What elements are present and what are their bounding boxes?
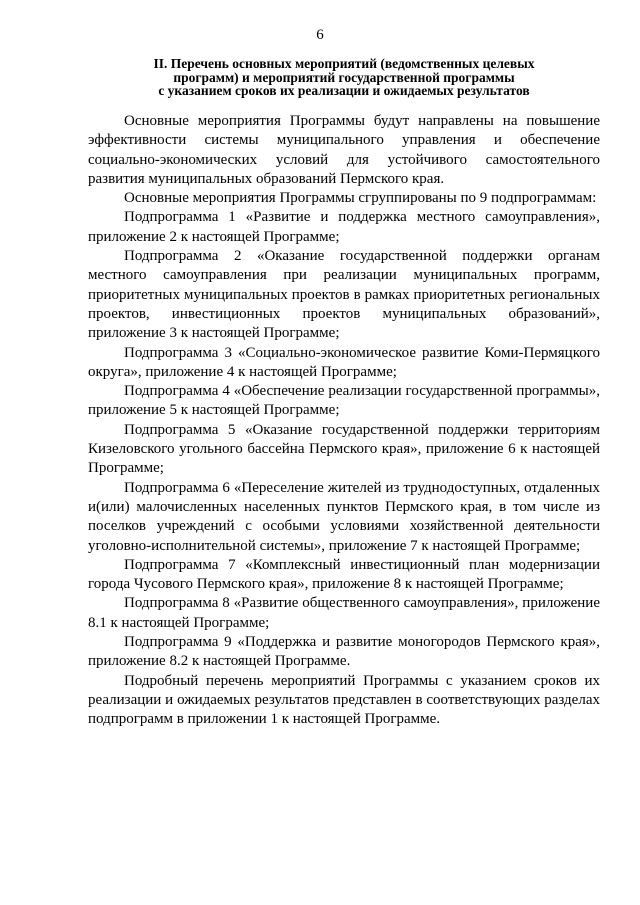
- section-heading-line: II. Перечень основных мероприятий (ведомственных целевых: [153, 56, 535, 71]
- paragraph-subprogram-5: Подпрограмма 5 «Оказание государственной поддержки территориям Кизеловского угольного бассейна Пермского края», приложение 6 к настоящей Программе;: [88, 421, 600, 477]
- section-heading-line: программ) и мероприятий государственной программы: [173, 69, 515, 85]
- section-heading-line: с указанием сроков их реализации и ожидаемых результатов: [158, 83, 530, 98]
- paragraph-subprogram-3: Подпрограмма 3 «Социально-экономическое развитие Коми-Пермяцкого округа», приложение 4 к настоящей Программе;: [88, 344, 600, 380]
- paragraph-conclusion: Подробный перечень мероприятий Программы с указанием сроков их реализации и ожидаемых результатов представлен в соответствующих разделах подпрограмм в приложении 1 к настоящей Программе.: [88, 672, 600, 728]
- paragraph-subprogram-7: Подпрограмма 7 «Комплексный инвестиционный план модернизации города Чусового Пермского края», приложение 8 к настоящей Программе;: [88, 556, 600, 593]
- paragraph-subprogram-4: Подпрограмма 4 «Обеспечение реализации государственной программы», приложение 5 к настоящей Программе;: [88, 383, 600, 419]
- paragraph-subprogram-2: Подпрограмма 2 «Оказание государственной поддержки органам местного самоуправления при реализации муниципальных программ, приоритетных муниципальных проектов в рамках приоритетных региональных проектов, инвестиционных проектов муниципальных образований», приложение 3 к настоящей Программе;: [88, 248, 600, 342]
- paragraph-grouping: Основные мероприятия Программы сгруппированы по 9 подпрограммам:: [124, 190, 597, 207]
- page-number: 6: [316, 27, 324, 43]
- paragraph-subprogram-9: Подпрограмма 9 «Поддержка и развитие моногородов Пермского края», приложение 8.2 к настоящей Программе.: [88, 634, 600, 670]
- section-heading: [88, 57, 600, 98]
- body-text: [88, 112, 600, 730]
- paragraph-subprogram-1: Подпрограмма 1 «Развитие и поддержка местного самоуправления», приложение 2 к настоящей Программе;: [88, 209, 600, 245]
- paragraph-intro: Основные мероприятия Программы будут направлены на повышение эффективности системы муниципального управления и обеспечение социально-экономических условий для устойчивого самостоятельного развития муниципальных образований Пермского края.: [88, 113, 600, 187]
- paragraph-subprogram-6: Подпрограмма 6 «Переселение жителей из труднодоступных, отдаленных и(или) малочисленных населенных пунктов Пермского края, в том числе из поселков учреждений с особыми условиями хозяйственной деятельности уголовно-исполнительной системы», приложение 7 к настоящей Программе;: [88, 479, 600, 554]
- paragraph-subprogram-8: Подпрограмма 8 «Развитие общественного самоуправления», приложение 8.1 к настоящей Программе;: [88, 595, 600, 631]
